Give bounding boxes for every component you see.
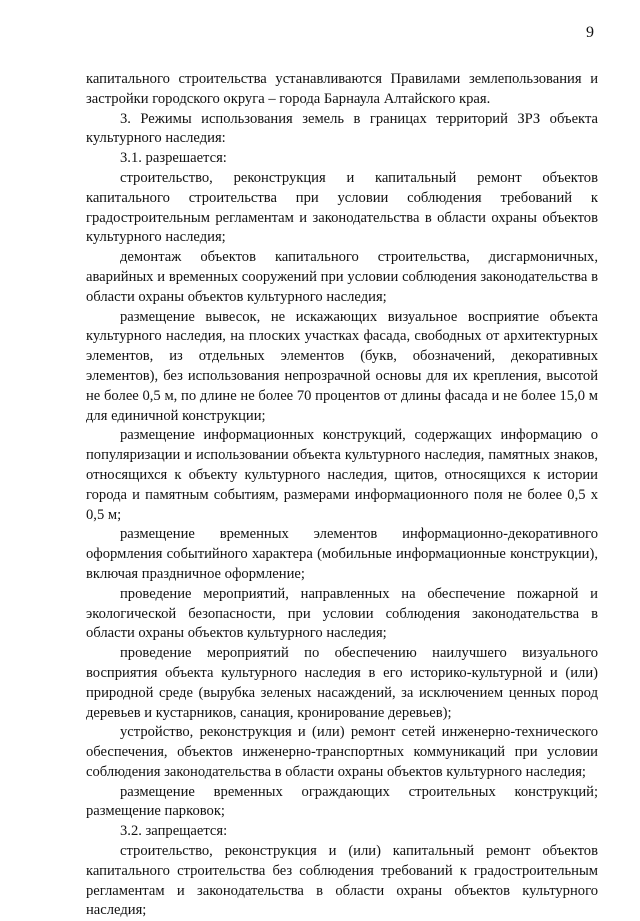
paragraph-section-3: 3. Режимы использования земель в границах территорий ЗРЗ объекта культурного наследия: — [86, 110, 598, 147]
paragraph-item-demolition: демонтаж объектов капитального строительства, дисгармоничных, аварийных и временных сооружений при условии соблюдения законодательства в области охраны объектов культурного наследия; — [86, 249, 598, 305]
paragraph-item-prohibited-construction: строительство, реконструкция и (или) капитальный ремонт объектов капитального строительства без соблюдения требований к градостроительным регламентам и законодательства в области охраны объектов культурного наследия; — [86, 843, 598, 919]
paragraph-item-visual-perception: проведение мероприятий по обеспечению наилучшего визуального восприятия объекта культурного наследия в его историко-культурной и (или) природной среде (вырубка зеленых насаждений, за исключением ценных пород деревьев и кустарников, санация, кронирование деревьев); — [86, 645, 598, 721]
document-body — [86, 70, 598, 921]
paragraph-item-safety: проведение мероприятий, направленных на обеспечение пожарной и экологической безопасности, при условии соблюдения законодательства в области охраны объектов культурного наследия; — [86, 585, 598, 642]
paragraph-item-info-structures: размещение информационных конструкций, содержащих информацию о популяризации и использовании объекта культурного наследия, памятных знаков, относящихся к объекту культурного наследия, щитов, относящихся к истории города и памятным событиям, размерами информационного поля не более 0,5 х 0,5 м; — [86, 427, 598, 523]
paragraph-subsection-3-2: 3.2. запрещается: — [120, 823, 228, 840]
paragraph-item-construction: строительство, реконструкция и капитальный ремонт объектов капитального строительства при условии соблюдения требований к градостроительным регламентам и законодательства в области охраны объектов культурного наследия; — [86, 169, 598, 246]
paragraph-subsection-3-1: 3.1. разрешается: — [120, 150, 227, 167]
paragraph-item-signage: размещение вывесок, не искажающих визуальное восприятие объекта культурного наследия, на плоских участках фасада, свободных от архитектурных элементов, из отдельных элементов (букв, обозначений, декоративных элементов), без использования непрозрачной основы для их крепления, высотой не более 0,5 м, по длине не более 70 процентов от длины фасада и не более 15,0 м для единичной конструкции; — [86, 308, 598, 424]
paragraph-item-fencing-parking: размещение временных ограждающих строительных конструкций; размещение парковок; — [86, 783, 598, 820]
paragraph-item-temporary-decor: размещение временных элементов информационно-декоративного оформления событийного характера (мобильные информационные конструкции), включая праздничное оформление; — [86, 526, 598, 582]
paragraph-continuation: капитального строительства устанавливаются Правилами землепользования и застройки городского округа – города Барнаула Алтайского края. — [86, 71, 598, 107]
page-number: 9 — [586, 24, 594, 41]
paragraph-item-utilities: устройство, реконструкция и (или) ремонт сетей инженерно-технического обеспечения, объектов инженерно-транспортных коммуникаций при условии соблюдения законодательства в области охраны объектов культурного наследия; — [86, 724, 598, 780]
